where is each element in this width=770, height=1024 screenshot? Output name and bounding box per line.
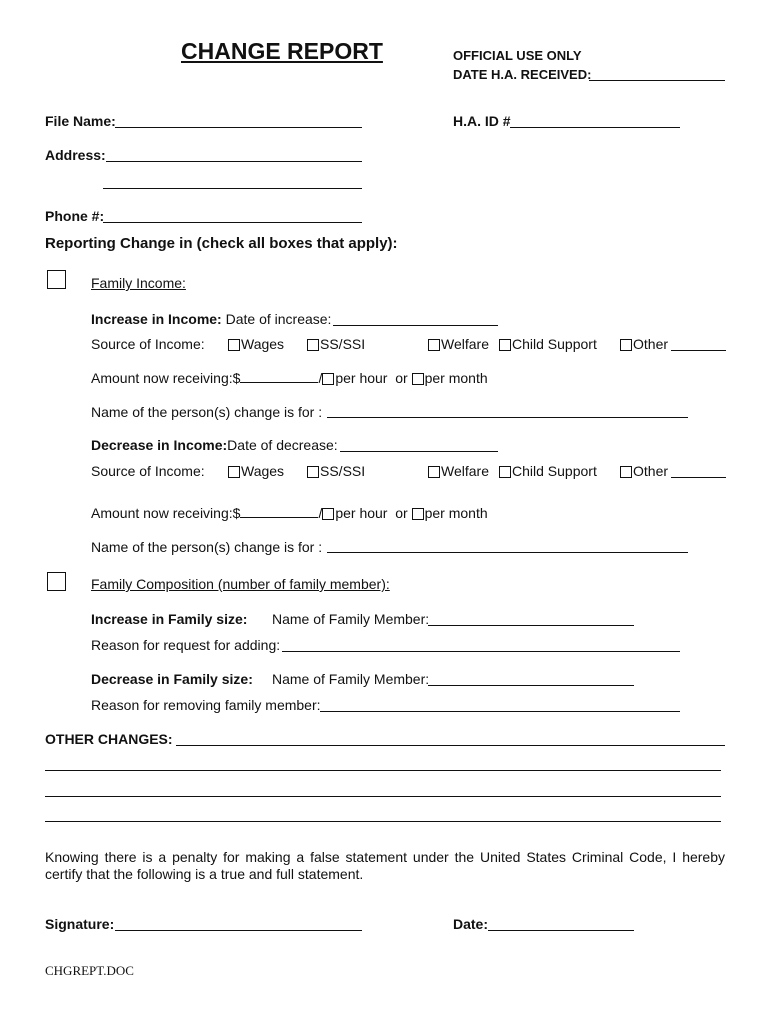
slash: / xyxy=(318,505,323,521)
decrease-date-label: Date of decrease: xyxy=(227,437,338,453)
decrease-other-field[interactable] xyxy=(671,477,726,478)
decrease-member-name-label: Name of Family Member: xyxy=(272,671,430,687)
decrease-child-support-option[interactable] xyxy=(499,463,597,479)
per-month-label: per month xyxy=(424,370,488,386)
decrease-ssi-option[interactable] xyxy=(307,463,365,479)
other-label: Other xyxy=(633,336,669,352)
dollar-sign: $ xyxy=(232,505,241,521)
checkbox-icon[interactable] xyxy=(499,466,511,478)
family-composition-label: Family Composition (number of family member): xyxy=(91,576,390,592)
increase-person-field[interactable] xyxy=(327,417,688,418)
date-label: Date: xyxy=(453,916,489,932)
increase-member-name-label: Name of Family Member: xyxy=(272,611,430,627)
signature-label: Signature: xyxy=(45,916,115,932)
decrease-amount-field[interactable] xyxy=(240,516,318,518)
reason-adding-label: Reason for request for adding: xyxy=(91,637,281,653)
footer-filename: CHGREPT.DOC xyxy=(45,963,134,978)
checkbox-icon[interactable] xyxy=(307,466,319,478)
checkbox-icon[interactable] xyxy=(428,339,440,351)
decrease-member-name-field[interactable] xyxy=(428,685,634,686)
reason-removing-label: Reason for removing family member: xyxy=(91,697,321,713)
phone-label: Phone #: xyxy=(45,208,105,224)
decrease-income-label: Decrease in Income: xyxy=(91,437,228,453)
other-changes-label: OTHER CHANGES: xyxy=(45,731,173,747)
checkbox-icon[interactable] xyxy=(228,466,240,478)
per-hour-label: per hour xyxy=(335,505,388,521)
decrease-person-label: Name of the person(s) change is for : xyxy=(91,539,323,555)
decrease-income-row xyxy=(91,437,338,453)
increase-source-label: Source of Income: xyxy=(91,336,205,352)
amount-label: Amount now receiving: xyxy=(91,505,233,521)
wages-label: Wages xyxy=(241,463,285,479)
ssi-label: SS/SSI xyxy=(320,336,366,352)
or-label: or xyxy=(395,505,408,521)
increase-child-support-option[interactable] xyxy=(499,336,597,352)
decrease-welfare-option[interactable] xyxy=(428,463,489,479)
family-income-checkbox[interactable] xyxy=(47,270,66,289)
decrease-source-label: Source of Income: xyxy=(91,463,205,479)
increase-other-option[interactable] xyxy=(620,336,668,352)
file-name-label: File Name: xyxy=(45,113,116,129)
increase-family-label: Increase in Family size: xyxy=(91,611,248,627)
checkbox-icon[interactable] xyxy=(428,466,440,478)
signature-field[interactable] xyxy=(115,930,362,931)
reason-adding-field[interactable] xyxy=(282,651,680,652)
official-use-label: OFFICIAL USE ONLY xyxy=(453,48,582,63)
checkbox-icon[interactable] xyxy=(499,339,511,351)
checkbox-icon[interactable] xyxy=(620,466,632,478)
increase-member-name-field[interactable] xyxy=(428,625,634,626)
decrease-family-label: Decrease in Family size: xyxy=(91,671,253,687)
increase-income-row xyxy=(91,311,331,327)
date-field[interactable] xyxy=(488,930,634,931)
per-month-checkbox[interactable] xyxy=(412,508,424,520)
other-changes-field-3[interactable] xyxy=(45,796,721,797)
increase-person-label: Name of the person(s) change is for : xyxy=(91,404,323,420)
dollar-sign: $ xyxy=(232,370,241,386)
other-label: Other xyxy=(633,463,669,479)
decrease-amount-row xyxy=(91,505,488,521)
increase-income-label: Increase in Income: xyxy=(91,311,222,327)
reporting-heading: Reporting Change in (check all boxes that apply): xyxy=(45,235,398,252)
child-support-label: Child Support xyxy=(512,463,597,479)
slash: / xyxy=(318,370,323,386)
family-income-label: Family Income: xyxy=(91,275,186,291)
decrease-person-field[interactable] xyxy=(327,552,688,553)
increase-welfare-option[interactable] xyxy=(428,336,489,352)
certification-statement: Knowing there is a penalty for making a false statement under the United States Criminal Code, I hereby certify that the following is a true and full statement. xyxy=(45,849,725,882)
increase-amount-row xyxy=(91,370,488,386)
increase-date-field[interactable] xyxy=(333,325,498,326)
decrease-wages-option[interactable] xyxy=(228,463,284,479)
per-hour-checkbox[interactable] xyxy=(322,508,334,520)
per-hour-checkbox[interactable] xyxy=(322,373,334,385)
decrease-other-option[interactable] xyxy=(620,463,668,479)
checkbox-icon[interactable] xyxy=(307,339,319,351)
checkbox-icon[interactable] xyxy=(228,339,240,351)
ha-id-field[interactable] xyxy=(510,127,680,128)
wages-label: Wages xyxy=(241,336,285,352)
other-changes-field-4[interactable] xyxy=(45,821,721,822)
per-month-label: per month xyxy=(424,505,488,521)
per-hour-label: per hour xyxy=(335,370,388,386)
welfare-label: Welfare xyxy=(441,463,489,479)
address-field-2[interactable] xyxy=(103,188,362,189)
address-label: Address: xyxy=(45,147,106,163)
welfare-label: Welfare xyxy=(441,336,489,352)
family-composition-checkbox[interactable] xyxy=(47,572,66,591)
ha-id-label: H.A. ID # xyxy=(453,113,511,129)
child-support-label: Child Support xyxy=(512,336,597,352)
reason-removing-field[interactable] xyxy=(320,711,680,712)
or-label: or xyxy=(395,370,408,386)
phone-field[interactable] xyxy=(103,222,362,223)
per-month-checkbox[interactable] xyxy=(412,373,424,385)
date-received-label: DATE H.A. RECEIVED: xyxy=(453,67,592,82)
file-name-field[interactable] xyxy=(115,127,362,128)
increase-ssi-option[interactable] xyxy=(307,336,365,352)
increase-date-label: Date of increase: xyxy=(225,311,332,327)
increase-wages-option[interactable] xyxy=(228,336,284,352)
page-title: CHANGE REPORT xyxy=(181,38,383,64)
amount-label: Amount now receiving: xyxy=(91,370,233,386)
ssi-label: SS/SSI xyxy=(320,463,366,479)
other-changes-field-2[interactable] xyxy=(45,770,721,771)
increase-amount-field[interactable] xyxy=(240,381,318,383)
address-field-1[interactable] xyxy=(106,161,362,162)
date-received-field[interactable] xyxy=(589,80,725,81)
other-changes-field-1[interactable] xyxy=(176,745,725,746)
increase-other-field[interactable] xyxy=(671,350,726,351)
decrease-date-field[interactable] xyxy=(340,451,498,452)
checkbox-icon[interactable] xyxy=(620,339,632,351)
